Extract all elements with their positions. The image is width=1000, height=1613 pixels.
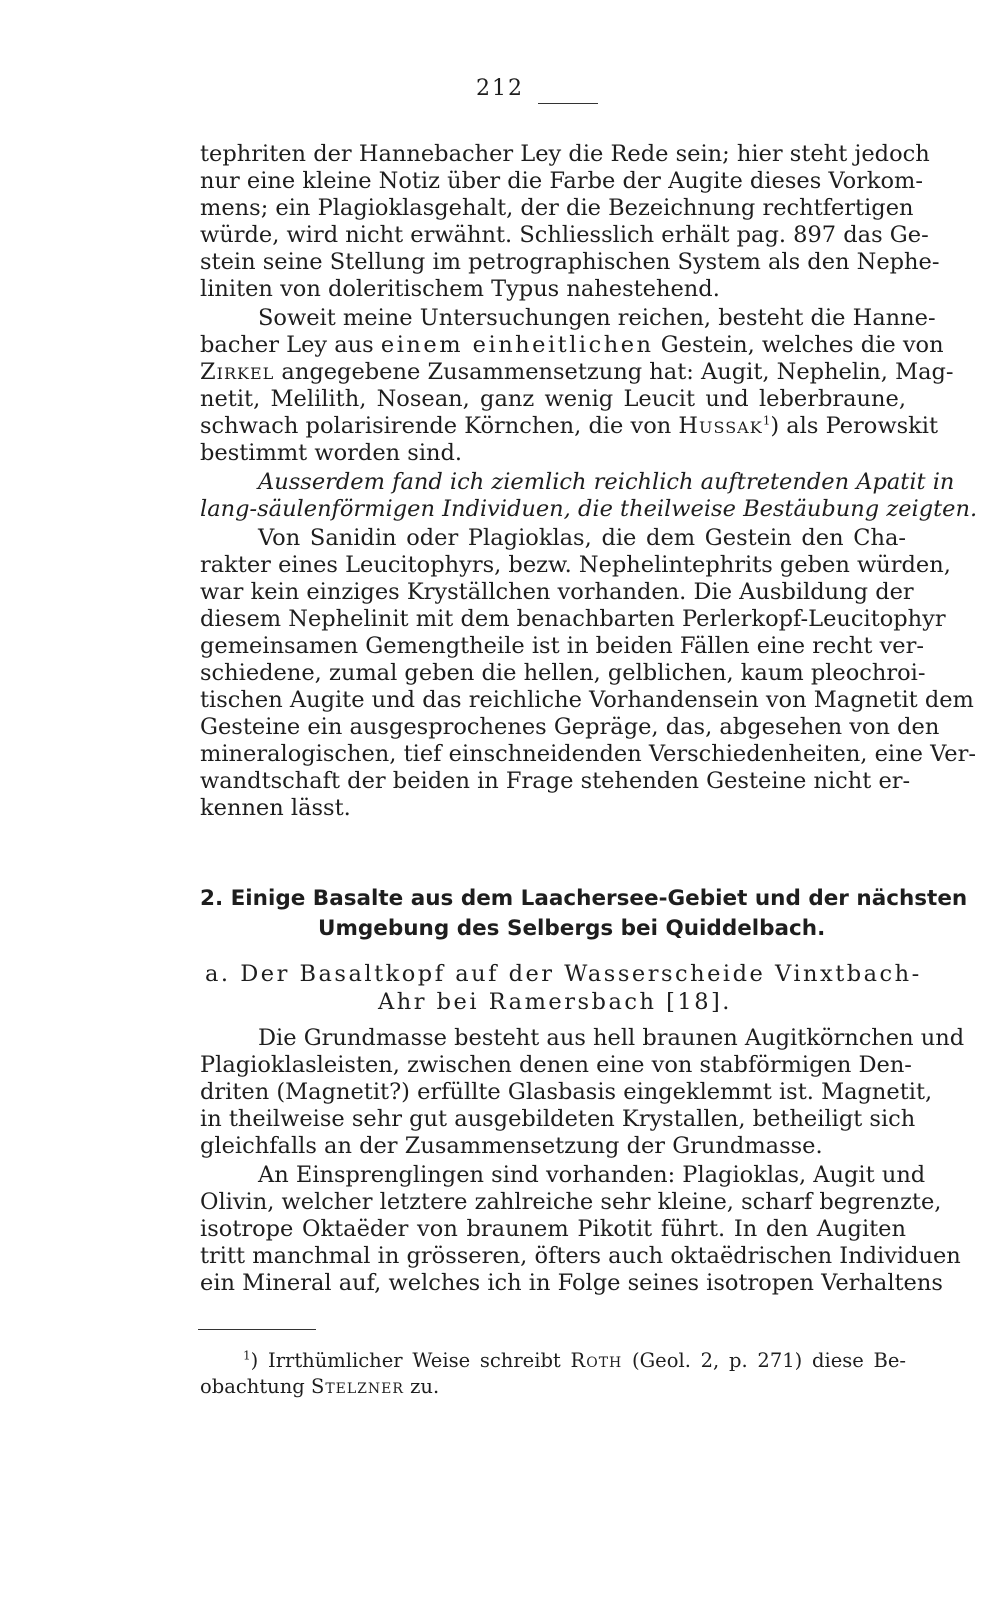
text-line: An Einsprenglingen sind vorhanden: Plagioklas, Augit und: [258, 1162, 926, 1188]
text-line: kennen lässt.: [200, 795, 351, 821]
text-line: stein seine Stellung im petrographischen System als den Nephe-: [200, 249, 940, 275]
text-line: Die Grundmasse besteht aus hell braunen Augitkörnchen und: [258, 1025, 965, 1051]
text-line: tischen Augite und das reichliche Vorhandensein von Magnetit dem: [200, 687, 974, 713]
text-line: tritt manchmal in grösseren, öfters auch oktaëdrischen Individuen: [200, 1243, 961, 1269]
page-number: 212: [0, 76, 1000, 101]
text-line: Von Sanidin oder Plagioklas, die dem Gestein den Cha-: [258, 525, 906, 551]
text-line: in theilweise sehr gut ausgebildeten Krystallen, betheiligt sich: [200, 1106, 916, 1132]
text-line: mineralogischen, tief einschneidenden Verschiedenheiten, eine Ver-: [200, 741, 976, 767]
text-line: liniten von doleritischem Typus nahestehend.: [200, 276, 720, 302]
text-line: Soweit meine Untersuchungen reichen, besteht die Hanne-: [258, 305, 936, 331]
section-heading: 2. Einige Basalte aus dem Laachersee-Gebiet und der nächsten: [200, 886, 968, 911]
text-line: war kein einziges Kryställchen vorhanden. Die Ausbildung der: [200, 579, 914, 605]
text-line: schiedene, zumal geben die hellen, gelblichen, kaum pleochroi-: [200, 660, 926, 686]
text-line: netit, Melilith, Nosean, ganz wenig Leucit und leberbraune,: [200, 386, 906, 412]
text-line: lang-säulenförmigen Individuen, die theilweise Bestäubung zeigten.: [200, 496, 978, 522]
text-line: nur eine kleine Notiz über die Farbe der Augite dieses Vorkom-: [200, 168, 923, 194]
author-name: Stelzner: [310, 1375, 404, 1398]
text-line: isotrope Oktaëder von braunem Pikotit führt. In den Augiten: [200, 1216, 906, 1242]
text-line: rakter eines Leucitophyrs, bezw. Nephelintephrits geben würden,: [200, 552, 951, 578]
text-line: Olivin, welcher letztere zahlreiche sehr kleine, scharf begrenzte,: [200, 1189, 942, 1215]
author-name: Hussak: [678, 413, 763, 439]
text-line: tephriten der Hannebacher Ley die Rede sein; hier steht jedoch: [200, 141, 930, 167]
footnote-rule: [198, 1329, 316, 1330]
text-line: bestimmt worden sind.: [200, 440, 463, 466]
text-line: bacher Ley aus einem einheitlichen Gestein, welches die von: [200, 332, 944, 358]
text-line: ein Mineral auf, welches ich in Folge seines isotropen Verhaltens: [200, 1270, 943, 1296]
author-name: Zirkel: [200, 359, 275, 385]
subsection-heading: Ahr bei Ramersbach [18].: [378, 989, 732, 1015]
text-line: Ausserdem fand ich ziemlich reichlich auftretenden Apatit in: [258, 469, 955, 495]
text-line: Gesteine ein ausgesprochenes Gepräge, das, abgesehen von den: [200, 714, 940, 740]
text-line: diesem Nephelinit mit dem benachbarten Perlerkopf-Leucitophyr: [200, 606, 946, 632]
text-line: driten (Magnetit?) erfüllte Glasbasis eingeklemmt ist. Magnetit,: [200, 1079, 933, 1105]
footnote-line: obachtung Stelzner zu.: [200, 1375, 440, 1398]
text-line: würde, wird nicht erwähnt. Schliesslich erhält pag. 897 das Ge-: [200, 222, 929, 248]
subsection-heading: a. Der Basaltkopf auf der Wasserscheide Vinxtbach-: [205, 961, 922, 987]
text-line: gleichfalls an der Zusammensetzung der Grundmasse.: [200, 1133, 823, 1159]
footnote-line: $^1$) Irrthümlicher Weise schreibt Roth (Geol. 2, p. 271) diese Be-: [243, 1348, 906, 1372]
section-heading: Umgebung des Selbergs bei Quiddelbach.: [318, 916, 826, 941]
author-name: Roth: [570, 1349, 623, 1372]
text-line: Zirkel angegebene Zusammensetzung hat: Augit, Nephelin, Mag-: [200, 359, 954, 385]
emphasis-spaced: einem einheitlichen: [380, 332, 654, 358]
page-number-rule: [538, 103, 598, 104]
text-line: mens; ein Plagioklasgehalt, der die Bezeichnung rechtfertigen: [200, 195, 914, 221]
text-line: Plagioklasleisten, zwischen denen eine von stabförmigen Den-: [200, 1052, 912, 1078]
footnote-marker: 1: [762, 413, 771, 428]
text-line: gemeinsamen Gemengtheile ist in beiden Fällen eine recht ver-: [200, 633, 924, 659]
text-line: wandtschaft der beiden in Frage stehenden Gesteine nicht er-: [200, 768, 911, 794]
text-line: schwach polarisirende Körnchen, die von Hussak$^1$) als Perowskit: [200, 413, 938, 439]
footnote-number: 1: [243, 1348, 251, 1363]
